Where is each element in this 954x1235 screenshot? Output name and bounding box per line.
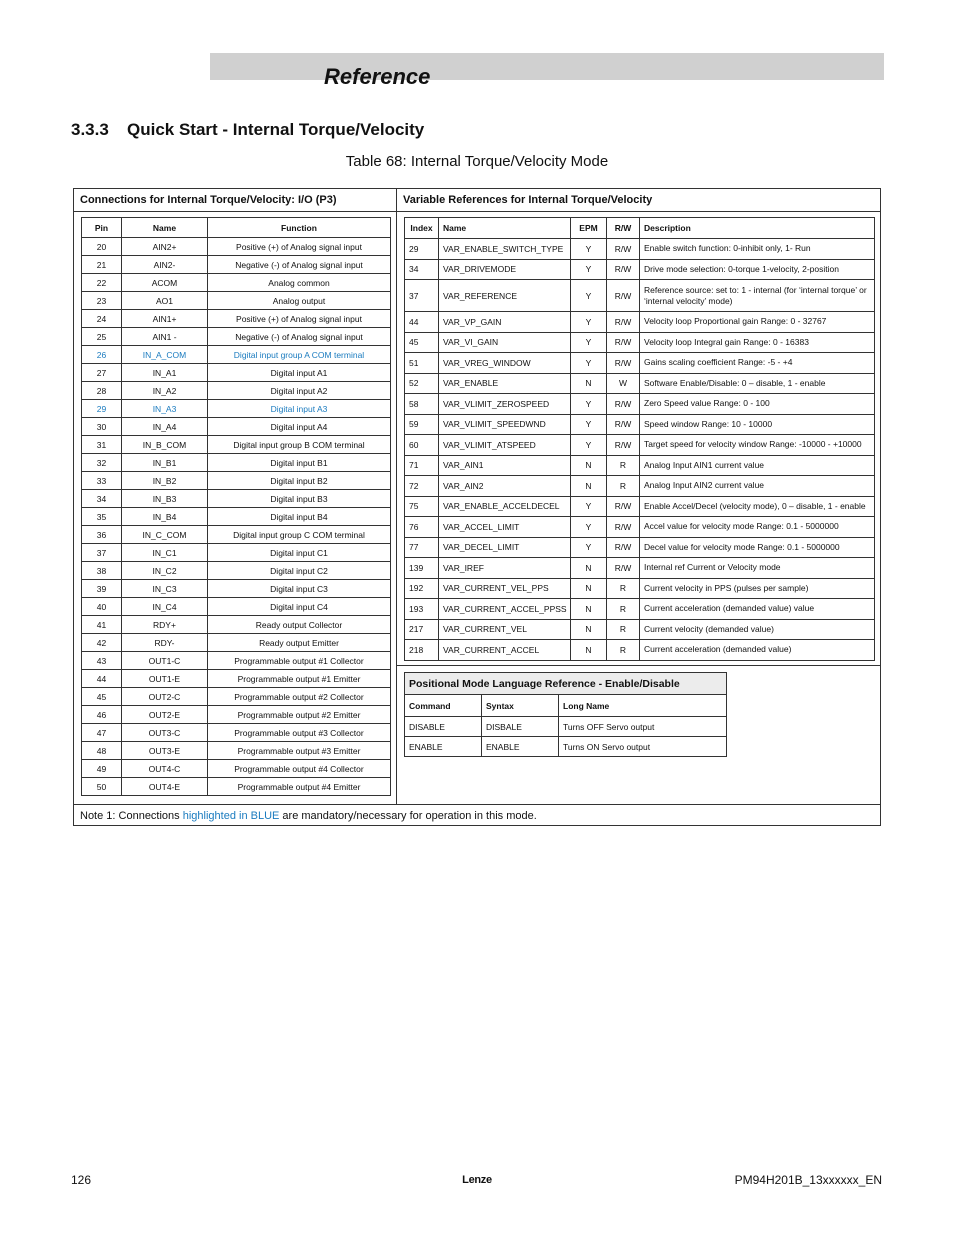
variable-references-table xyxy=(404,217,875,661)
table-row xyxy=(82,616,391,634)
table-cell: R xyxy=(607,599,640,620)
table-cell: Y xyxy=(571,239,607,260)
table-row xyxy=(82,742,391,760)
table-cell: Current acceleration (demanded value) value xyxy=(640,599,875,620)
table-cell: Current acceleration (demanded value) xyxy=(640,640,875,661)
table-row xyxy=(82,400,391,418)
table-cell: 21 xyxy=(82,256,122,274)
table-cell: Digital input A4 xyxy=(208,418,391,436)
table-cell: Digital input C4 xyxy=(208,598,391,616)
table-cell: VAR_CURRENT_ACCEL_PPSS xyxy=(439,599,571,620)
table-cell: IN_B4 xyxy=(122,508,208,526)
table-cell: AIN1 - xyxy=(122,328,208,346)
page-number: 126 xyxy=(71,1173,92,1187)
table-cell: RDY+ xyxy=(122,616,208,634)
table-cell: Y xyxy=(571,353,607,374)
table-cell: ENABLE xyxy=(482,737,559,757)
table-cell: 43 xyxy=(82,652,122,670)
table-cell: 29 xyxy=(82,400,122,418)
table-cell: 26 xyxy=(82,346,122,364)
table-cell: IN_A3 xyxy=(122,400,208,418)
table-cell: 22 xyxy=(82,274,122,292)
table-cell: IN_B1 xyxy=(122,454,208,472)
table-cell: Decel value for velocity mode Range: 0.1 - 5000000 xyxy=(640,537,875,558)
table-cell: Programmable output #1 Collector xyxy=(208,652,391,670)
table-cell: OUT1-C xyxy=(122,652,208,670)
column-header: Pin xyxy=(82,218,122,238)
table-cell: R xyxy=(607,476,640,497)
table-cell: Programmable output #4 Collector xyxy=(208,760,391,778)
table-cell: 41 xyxy=(82,616,122,634)
table-row xyxy=(405,717,727,737)
table-header-row xyxy=(82,218,391,238)
table-row xyxy=(405,353,875,374)
table-cell: 25 xyxy=(82,328,122,346)
table-cell: Reference source: set to: 1 - internal (for ‘internal torque’ or ‘internal velocity’ mode) xyxy=(640,280,875,312)
table-cell: Y xyxy=(571,394,607,415)
table-cell: Digital input B2 xyxy=(208,472,391,490)
table-cell: VAR_VLIMIT_SPEEDWND xyxy=(439,414,571,435)
table-cell: Turns OFF Servo output xyxy=(559,717,727,737)
table-cell: 50 xyxy=(82,778,122,796)
table-row xyxy=(82,490,391,508)
table-cell: 44 xyxy=(82,670,122,688)
table-cell: R/W xyxy=(607,394,640,415)
table-cell: VAR_AIN2 xyxy=(439,476,571,497)
table-cell: Digital input C3 xyxy=(208,580,391,598)
table-cell: 77 xyxy=(405,537,439,558)
table-row xyxy=(82,688,391,706)
table-row xyxy=(405,578,875,599)
table-cell: 38 xyxy=(82,562,122,580)
table-cell: Programmable output #2 Collector xyxy=(208,688,391,706)
table-cell: Y xyxy=(571,537,607,558)
table-cell: N xyxy=(571,619,607,640)
table-cell: IN_A_COM xyxy=(122,346,208,364)
table-cell: N xyxy=(571,578,607,599)
table-cell: 49 xyxy=(82,760,122,778)
table-cell: 44 xyxy=(405,312,439,333)
table-cell: Y xyxy=(571,259,607,280)
table-cell: OUT2-C xyxy=(122,688,208,706)
table-row xyxy=(82,418,391,436)
table-cell: 48 xyxy=(82,742,122,760)
table-row xyxy=(405,476,875,497)
column-header: R/W xyxy=(607,218,640,239)
table-cell: IN_B3 xyxy=(122,490,208,508)
table-cell: IN_A2 xyxy=(122,382,208,400)
table-cell: 60 xyxy=(405,435,439,456)
table-cell: 46 xyxy=(82,706,122,724)
table-row xyxy=(82,706,391,724)
table-row xyxy=(82,562,391,580)
table-cell: R/W xyxy=(607,558,640,579)
note-prefix: Note 1: Connections xyxy=(80,810,183,822)
table-row xyxy=(82,310,391,328)
column-header: Command xyxy=(405,695,482,717)
table-cell: VAR_VLIMIT_ATSPEED xyxy=(439,435,571,456)
table-row xyxy=(82,526,391,544)
table-cell: OUT4-C xyxy=(122,760,208,778)
table-row xyxy=(405,332,875,353)
table-cell: Y xyxy=(571,517,607,538)
table-cell: Velocity loop Integral gain Range: 0 - 16383 xyxy=(640,332,875,353)
io-connections-table xyxy=(81,217,391,796)
table-row xyxy=(405,312,875,333)
table-cell: Y xyxy=(571,496,607,517)
table-cell: N xyxy=(571,455,607,476)
table-row xyxy=(82,328,391,346)
table-cell: Digital input group A COM terminal xyxy=(208,346,391,364)
table-row xyxy=(405,496,875,517)
table-cell: Software Enable/Disable: 0 – disable, 1 - enable xyxy=(640,373,875,394)
table-cell: 193 xyxy=(405,599,439,620)
table-cell: Digital input group B COM terminal xyxy=(208,436,391,454)
table-row xyxy=(405,373,875,394)
table-row xyxy=(82,274,391,292)
table-cell: R/W xyxy=(607,414,640,435)
table-row xyxy=(82,346,391,364)
column-header: Long Name xyxy=(559,695,727,717)
table-cell: W xyxy=(607,373,640,394)
table-cell: Current velocity (demanded value) xyxy=(640,619,875,640)
table-cell: Digital input B1 xyxy=(208,454,391,472)
table-cell: VAR_CURRENT_VEL_PPS xyxy=(439,578,571,599)
table-cell: Ready output Collector xyxy=(208,616,391,634)
table-cell: Current velocity in PPS (pulses per sample) xyxy=(640,578,875,599)
table-cell: Digital input A1 xyxy=(208,364,391,382)
table-cell: IN_A1 xyxy=(122,364,208,382)
table-cell: Negative (-) of Analog signal input xyxy=(208,328,391,346)
table-cell: Digital input A3 xyxy=(208,400,391,418)
table-cell: Programmable output #3 Collector xyxy=(208,724,391,742)
table-cell: Velocity loop Proportional gain Range: 0 - 32767 xyxy=(640,312,875,333)
table-row xyxy=(405,414,875,435)
table-cell: 71 xyxy=(405,455,439,476)
section-number: 3.3.3 xyxy=(71,120,109,139)
table-cell: 33 xyxy=(82,472,122,490)
table-cell: R xyxy=(607,578,640,599)
table-cell: VAR_REFERENCE xyxy=(439,280,571,312)
table-cell: R/W xyxy=(607,239,640,260)
page-title: Reference xyxy=(324,64,431,89)
table-row xyxy=(405,435,875,456)
table-cell: 30 xyxy=(82,418,122,436)
table-cell: Zero Speed value Range: 0 - 100 xyxy=(640,394,875,415)
table-cell: ACOM xyxy=(122,274,208,292)
table-cell: VAR_CURRENT_VEL xyxy=(439,619,571,640)
table-cell: Positive (+) of Analog signal input xyxy=(208,238,391,256)
table-cell: 52 xyxy=(405,373,439,394)
note-suffix: are mandatory/necessary for operation in this mode. xyxy=(279,810,537,822)
table-cell: Y xyxy=(571,435,607,456)
brand-logo: Lenze xyxy=(462,1174,492,1186)
table-row xyxy=(405,558,875,579)
table-cell: DISABLE xyxy=(405,717,482,737)
table-cell: N xyxy=(571,476,607,497)
table-title-row xyxy=(405,673,727,695)
column-header: Description xyxy=(640,218,875,239)
table-cell: R/W xyxy=(607,435,640,456)
table-cell: Enable Accel/Decel (velocity mode), 0 – disable, 1 - enable xyxy=(640,496,875,517)
table-cell: VAR_VP_GAIN xyxy=(439,312,571,333)
table-cell: VAR_DECEL_LIMIT xyxy=(439,537,571,558)
positional-mode-table xyxy=(404,672,727,757)
table-cell: 37 xyxy=(405,280,439,312)
table-cell: OUT3-E xyxy=(122,742,208,760)
table-cell: VAR_ENABLE_ACCELDECEL xyxy=(439,496,571,517)
table-cell: 23 xyxy=(82,292,122,310)
table-cell: ENABLE xyxy=(405,737,482,757)
table-row xyxy=(405,599,875,620)
table-cell: 75 xyxy=(405,496,439,517)
left-panel-title: Connections for Internal Torque/Velocity: I/O (P3) xyxy=(80,194,337,206)
table-row xyxy=(405,280,875,312)
column-header: Index xyxy=(405,218,439,239)
table-cell: 29 xyxy=(405,239,439,260)
table-cell: 27 xyxy=(82,364,122,382)
table-cell: Negative (-) of Analog signal input xyxy=(208,256,391,274)
table-cell: R/W xyxy=(607,537,640,558)
table-cell: AIN2+ xyxy=(122,238,208,256)
table-cell: 76 xyxy=(405,517,439,538)
table-cell: IN_C4 xyxy=(122,598,208,616)
table-cell: 39 xyxy=(82,580,122,598)
table-cell: Positive (+) of Analog signal input xyxy=(208,310,391,328)
table-cell: 139 xyxy=(405,558,439,579)
table-cell: 20 xyxy=(82,238,122,256)
table-cell: Y xyxy=(571,312,607,333)
table-cell: 35 xyxy=(82,508,122,526)
table-cell: R/W xyxy=(607,280,640,312)
table-row xyxy=(82,292,391,310)
table-cell: Programmable output #4 Emitter xyxy=(208,778,391,796)
table-cell: VAR_VI_GAIN xyxy=(439,332,571,353)
table-cell: Y xyxy=(571,332,607,353)
table-row xyxy=(405,394,875,415)
table-cell: Ready output Emitter xyxy=(208,634,391,652)
table-cell: RDY- xyxy=(122,634,208,652)
document-id: PM94H201B_13xxxxxx_EN xyxy=(734,1173,882,1187)
table-cell: Y xyxy=(571,414,607,435)
table-cell: 192 xyxy=(405,578,439,599)
divider xyxy=(74,211,880,212)
table-cell: 36 xyxy=(82,526,122,544)
section-heading xyxy=(71,120,424,140)
table-row xyxy=(405,517,875,538)
table-cell: IN_C1 xyxy=(122,544,208,562)
table-cell: IN_C_COM xyxy=(122,526,208,544)
table-cell: OUT1-E xyxy=(122,670,208,688)
table-cell: 51 xyxy=(405,353,439,374)
table-cell: 34 xyxy=(405,259,439,280)
table-cell: AIN1+ xyxy=(122,310,208,328)
table-row xyxy=(405,239,875,260)
table-cell: Speed window Range: 10 - 10000 xyxy=(640,414,875,435)
table-row xyxy=(405,640,875,661)
table-cell: VAR_DRIVEMODE xyxy=(439,259,571,280)
table-row xyxy=(405,455,875,476)
table-cell: Enable switch function: 0-inhibit only, 1- Run xyxy=(640,239,875,260)
table-cell: N xyxy=(571,640,607,661)
table-cell: VAR_ACCEL_LIMIT xyxy=(439,517,571,538)
table-row xyxy=(82,580,391,598)
table-row xyxy=(82,238,391,256)
table-cell: R/W xyxy=(607,259,640,280)
table-row xyxy=(82,364,391,382)
table-note xyxy=(80,805,537,827)
quick-start-table xyxy=(73,188,881,826)
table-cell: R/W xyxy=(607,517,640,538)
table-cell: 31 xyxy=(82,436,122,454)
table-row xyxy=(82,778,391,796)
column-header: Syntax xyxy=(482,695,559,717)
table-cell: R/W xyxy=(607,312,640,333)
table-cell: AIN2- xyxy=(122,256,208,274)
table-cell: 45 xyxy=(405,332,439,353)
table-row xyxy=(82,652,391,670)
table-cell: 72 xyxy=(405,476,439,497)
table-row xyxy=(405,537,875,558)
table-row xyxy=(82,670,391,688)
table-row xyxy=(82,508,391,526)
table-row xyxy=(82,454,391,472)
right-panel-title: Variable References for Internal Torque/Velocity xyxy=(403,194,653,206)
table-caption: Table 68: Internal Torque/Velocity Mode xyxy=(345,153,609,170)
column-header: EPM xyxy=(571,218,607,239)
table-cell: R/W xyxy=(607,332,640,353)
table-cell: 45 xyxy=(82,688,122,706)
table-cell: AO1 xyxy=(122,292,208,310)
column-header: Function xyxy=(208,218,391,238)
table-row xyxy=(82,598,391,616)
table-cell: Digital input C1 xyxy=(208,544,391,562)
table-row xyxy=(82,724,391,742)
table-cell: Analog Input AIN2 current value xyxy=(640,476,875,497)
table-cell: Digital input A2 xyxy=(208,382,391,400)
table-row xyxy=(82,382,391,400)
table-cell: R xyxy=(607,619,640,640)
table-row xyxy=(82,256,391,274)
table-cell: IN_C2 xyxy=(122,562,208,580)
table-cell: R xyxy=(607,640,640,661)
table-cell: Digital input B3 xyxy=(208,490,391,508)
table-row xyxy=(405,619,875,640)
table-cell: Gains scaling coefficient Range: -5 - +4 xyxy=(640,353,875,374)
note-highlight: highlighted in BLUE xyxy=(182,810,280,822)
table-cell: Digital input C2 xyxy=(208,562,391,580)
table-cell: Internal ref Current or Velocity mode xyxy=(640,558,875,579)
table-cell: Target speed for velocity window Range: -10000 - +10000 xyxy=(640,435,875,456)
table-cell: 37 xyxy=(82,544,122,562)
table-cell: VAR_IREF xyxy=(439,558,571,579)
table-header-row xyxy=(405,695,727,717)
table-cell: 218 xyxy=(405,640,439,661)
table-cell: 40 xyxy=(82,598,122,616)
table-cell: VAR_VLIMIT_ZEROSPEED xyxy=(439,394,571,415)
table-row xyxy=(82,544,391,562)
table-cell: Turns ON Servo output xyxy=(559,737,727,757)
table-cell: 24 xyxy=(82,310,122,328)
header-bar xyxy=(210,53,884,80)
table-cell: 28 xyxy=(82,382,122,400)
table-cell: 47 xyxy=(82,724,122,742)
table-cell: OUT4-E xyxy=(122,778,208,796)
table-cell: Programmable output #3 Emitter xyxy=(208,742,391,760)
section-title: Quick Start - Internal Torque/Velocity xyxy=(127,120,425,139)
table-cell: Programmable output #2 Emitter xyxy=(208,706,391,724)
table-cell: VAR_ENABLE_SWITCH_TYPE xyxy=(439,239,571,260)
table-cell: IN_B_COM xyxy=(122,436,208,454)
table-cell: OUT3-C xyxy=(122,724,208,742)
divider xyxy=(396,665,881,666)
table-cell: VAR_ENABLE xyxy=(439,373,571,394)
table-cell: Analog output xyxy=(208,292,391,310)
divider xyxy=(396,189,397,804)
table-row xyxy=(82,436,391,454)
table-cell: 32 xyxy=(82,454,122,472)
table-cell: VAR_CURRENT_ACCEL xyxy=(439,640,571,661)
table-cell: N xyxy=(571,373,607,394)
table-cell: 217 xyxy=(405,619,439,640)
table-cell: N xyxy=(571,599,607,620)
column-header: Name xyxy=(439,218,571,239)
table-cell: Y xyxy=(571,280,607,312)
table-cell: Analog Input AIN1 current value xyxy=(640,455,875,476)
table-cell: R/W xyxy=(607,496,640,517)
table-cell: Digital input B4 xyxy=(208,508,391,526)
table-cell: DISBALE xyxy=(482,717,559,737)
table-cell: VAR_VREG_WINDOW xyxy=(439,353,571,374)
table-row xyxy=(82,472,391,490)
table-cell: VAR_AIN1 xyxy=(439,455,571,476)
table-cell: 58 xyxy=(405,394,439,415)
table-cell: 34 xyxy=(82,490,122,508)
table-cell: 59 xyxy=(405,414,439,435)
table-cell: IN_B2 xyxy=(122,472,208,490)
table-cell: Accel value for velocity mode Range: 0.1 - 5000000 xyxy=(640,517,875,538)
table-row xyxy=(405,259,875,280)
table-cell: R xyxy=(607,455,640,476)
table-cell: IN_A4 xyxy=(122,418,208,436)
table-cell: Programmable output #1 Emitter xyxy=(208,670,391,688)
table-cell: 42 xyxy=(82,634,122,652)
table-cell: Analog common xyxy=(208,274,391,292)
table-row xyxy=(405,737,727,757)
table-row xyxy=(82,760,391,778)
table-cell: OUT2-E xyxy=(122,706,208,724)
table-cell: N xyxy=(571,558,607,579)
table-header-row xyxy=(405,218,875,239)
table-cell: R/W xyxy=(607,353,640,374)
table-row xyxy=(82,634,391,652)
positional-table-title: Positional Mode Language Reference - Enable/Disable xyxy=(405,673,727,695)
column-header: Name xyxy=(122,218,208,238)
table-cell: IN_C3 xyxy=(122,580,208,598)
table-cell: Digital input group C COM terminal xyxy=(208,526,391,544)
table-cell: Drive mode selection: 0-torque 1-velocity, 2-position xyxy=(640,259,875,280)
